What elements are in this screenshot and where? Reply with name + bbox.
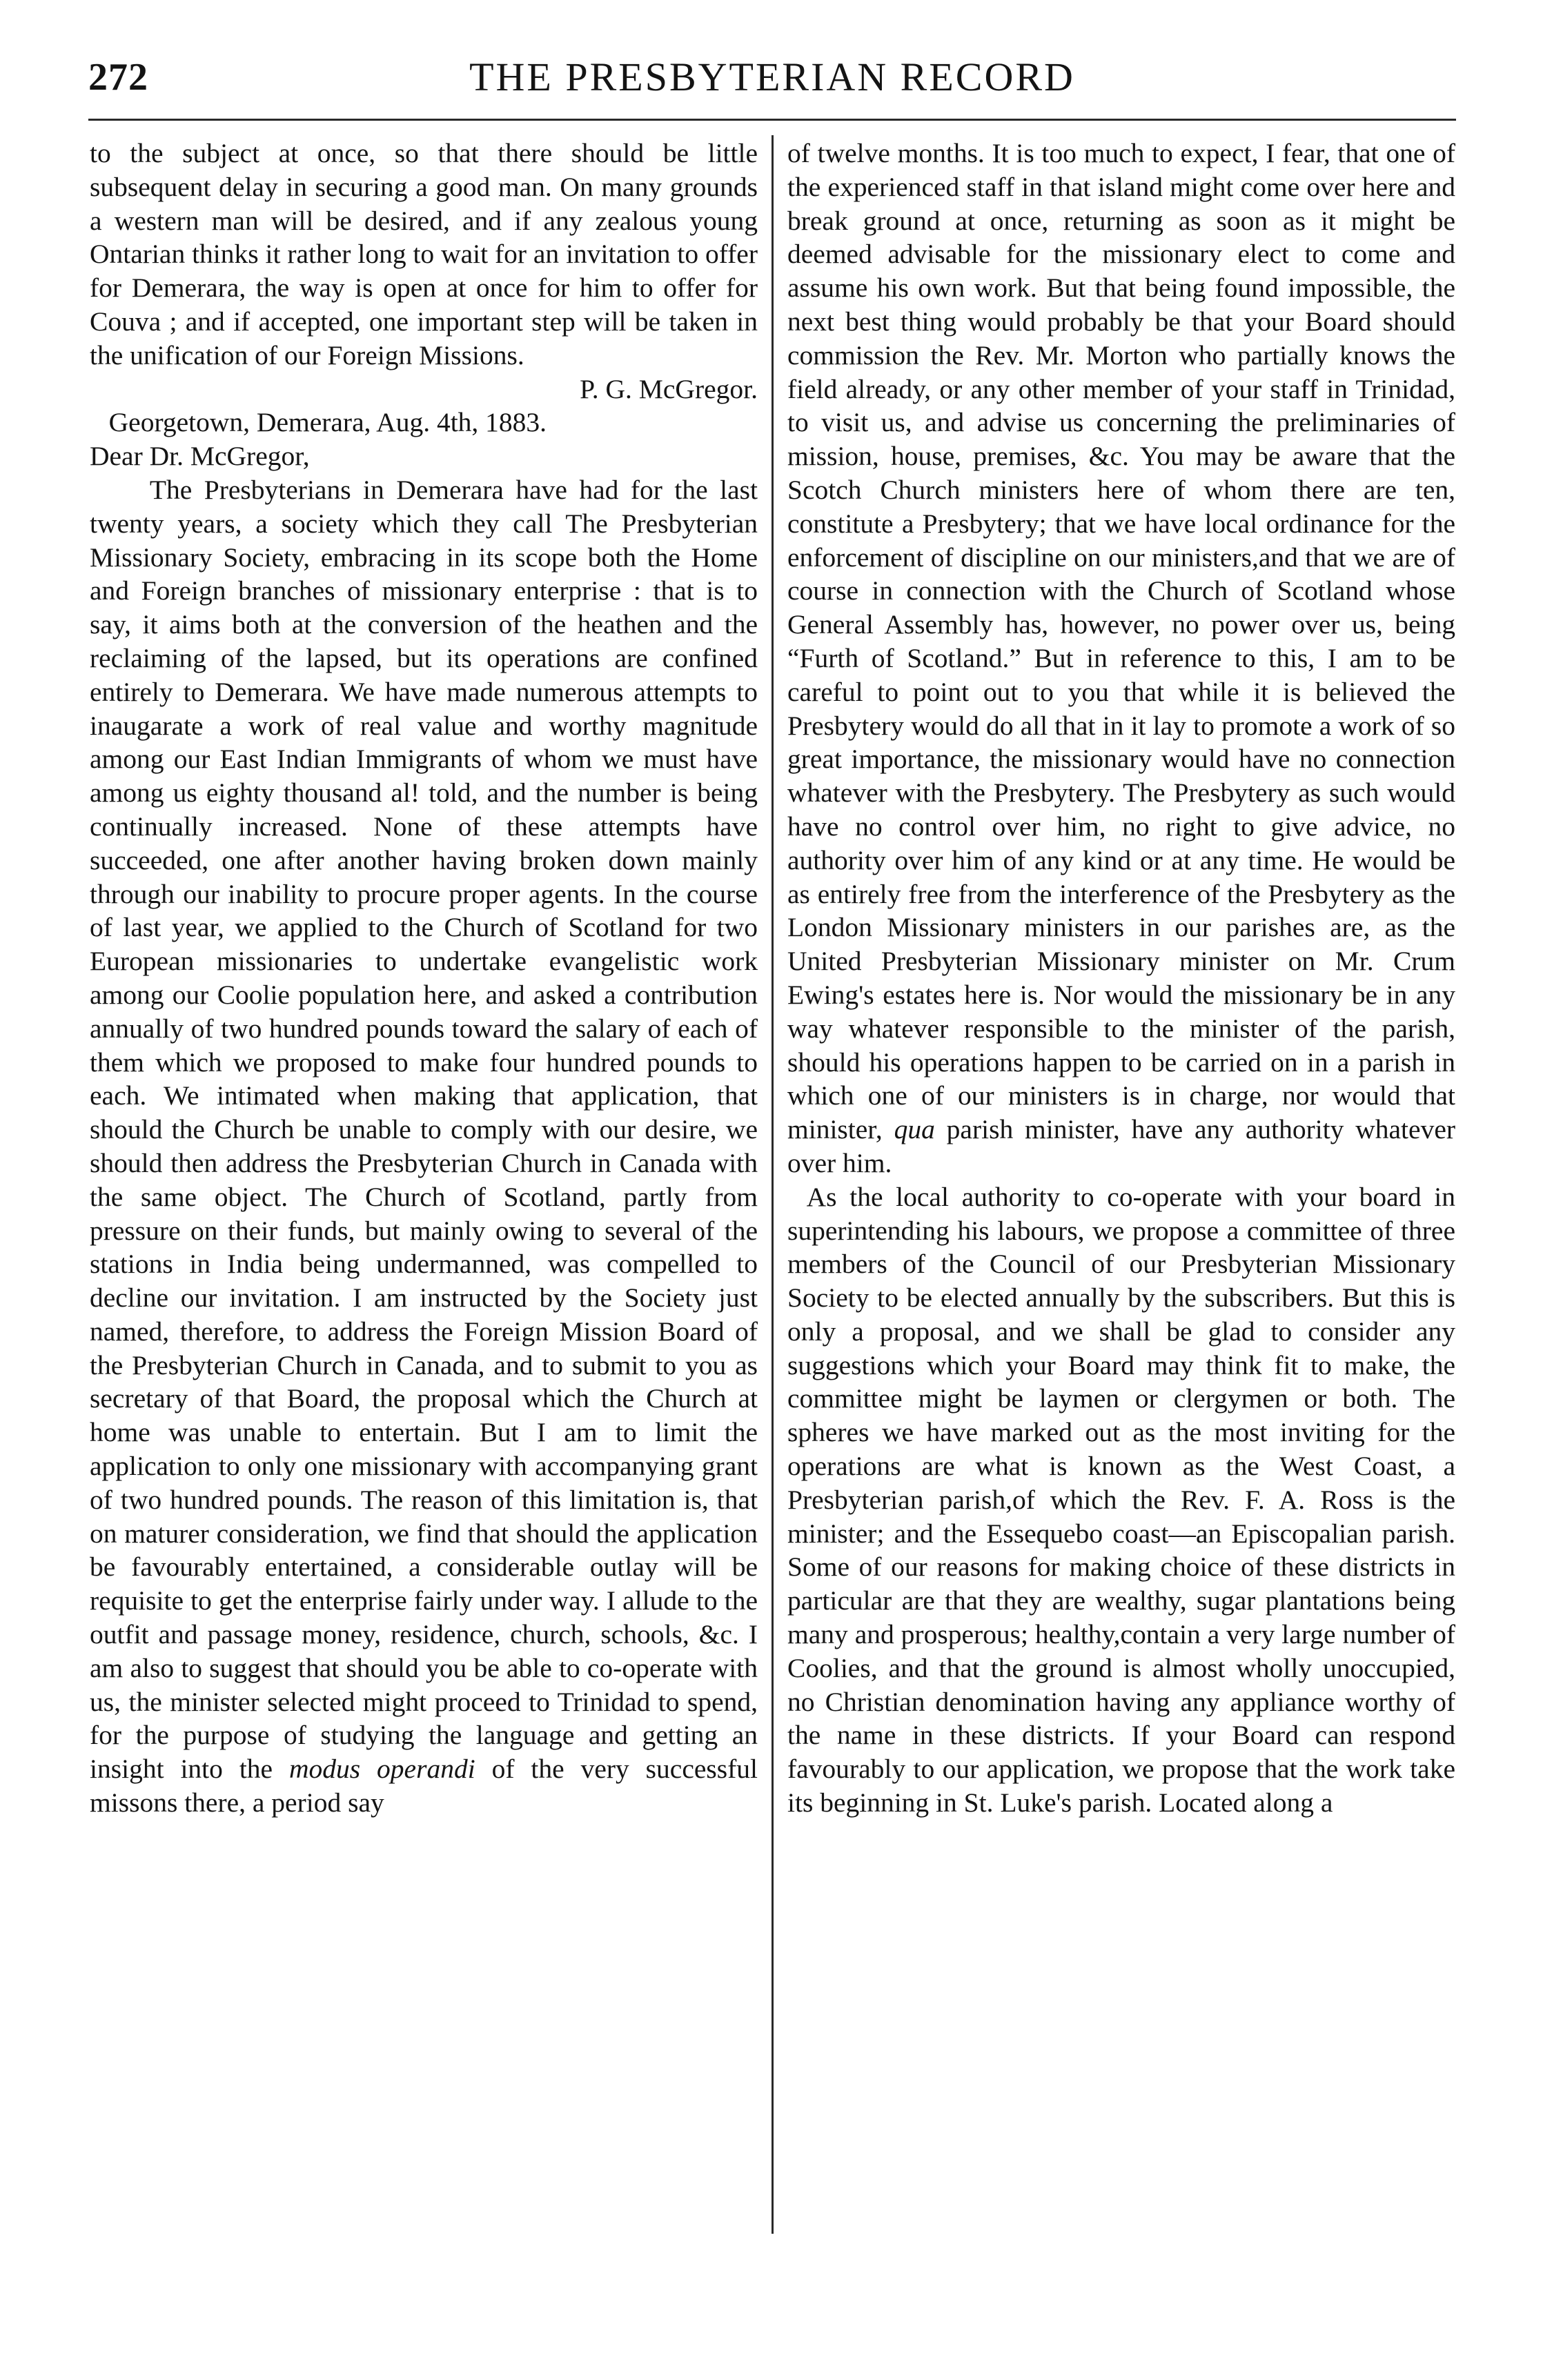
right-column	[787, 137, 1455, 1820]
italic-phrase: modus operandi	[289, 1754, 475, 1785]
letter-paragraph-2: As the local authority to co-operate with your board in superintending his labours, we propose a committee of three members of the Council of our Presbyterian Missionary Society to be elected annually by the subscribers. But this is only a proposal, and we shall be glad to consider any suggestions which your Board may think fit to make, the committee might be laymen or clergymen or both. The spheres we have marked out as the most inviting for the operations are what is known as the West Coast, a Presbyterian parish,of which the Rev. F. A. Ross is the minister; and the Essequebo coast—an Episcopalian parish. Some of our reasons for making choice of these districts in particular are that they are wealthy, sugar plantations being many and prosperous; healthy,contain a very large number of Coolies, and that the ground is almost wholly unoccupied, no Christian denomination having any appliance worthy of the name in these districts. If your Board can respond favourably to our application, we propose that the work take its beginning in St. Luke's parish. Located along a	[787, 1181, 1455, 1818]
running-title: THE PRESBYTERIAN RECORD	[469, 54, 1075, 99]
header-rule	[88, 119, 1456, 121]
italic-word: qua	[894, 1114, 935, 1145]
letter-paragraph-1	[90, 473, 758, 1820]
signature	[90, 373, 758, 406]
letter-paragraph-continued	[787, 137, 1455, 1180]
continued-text: of twelve months. It is too much to expect, I fear, that one of the experienced staff in that island might come over here and break ground at once, returning as soon as it might be deemed advisable for the missionary elect to come and assume his own work. But that being found impossible, the next best thing would probably be that your Board should commission the Rev. Mr. Morton who partially knows the field already, or any other member of your staff in Trinidad, to visit us, and advise us concerning the preliminaries of mission, house, premises, &c. You may be aware that the Scotch Church ministers here of whom there are ten, constitute a Presbytery; that we have local ordinance for the enforcement of discipline on our ministers,and that we are of course in connection with the Church of Scotland whose General Assembly has, however, no power over us, being “Furth of Scotland.” But in reference to this, I am to be careful to point out to you that while it is believed the Presbytery would do all that in it lay to promote a work of so great importance, the missionary would have no connection whatever with the Presbytery. The Presbytery as such would have no control over him, no right to give advice, no authority over him of any kind or at any time. He would be as entirely free from the interference of the Presbytery as the London Missionary ministers in our parishes are, as the United Presbyterian Missionary minister on Mr. Crum Ewing's estates here is. Nor would the missionary be in any way whatever responsible to the minister of the parish, should his operations happen to be carried on in a parish in which one of our ministers is in charge, nor would that minister,	[787, 138, 1455, 1145]
page-header	[88, 50, 1456, 113]
left-column	[90, 137, 758, 1820]
letter-text-end: of the very successful missons there, a period say	[90, 1754, 758, 1818]
continued-text-end: parish minister, have any authority whatever over him.	[787, 1114, 1455, 1178]
salutation: Dear Dr. McGregor,	[90, 441, 310, 472]
letter-text: The Presbyterians in Demerara have had for the last twenty years, a society which they call The Presbyterian Missionary Society, embracing in its scope both the Home and Foreign branches of missionary enterprise : that is to say, it aims both at the conversion of the heathen and the reclaiming of the lapsed, but its operations are confined entirely to Demerara. We have made numerous attempts to inaugarate a work of real value and worthy magnitude among our East Indian Immigrants of whom we must have among us eighty thousand al! told, and the number is being continually increased. None of these attempts have succeeded, one after another having broken down mainly through our inability to procure proper agents. In the course of last year, we applied to the Church of Scotland for two European missionaries to undertake evangelistic work among our Coolie population here, and asked a contribution annually of two hundred pounds toward the salary of each of them which we proposed to make four hundred pounds to each. We intimated when making that application, that should the Church be unable to comply with our desire, we should then address the Presbyterian Church in Canada with the same object. The Church of Scotland, partly from pressure on their funds, but mainly owing to several of the stations in India being undermanned, was compelled to decline our invitation. I am instructed by the Society just named, therefore, to address the Foreign Mission Board of the Presbyterian Church in Canada, and to submit to you as secretary of that Board, the proposal which the Church at home was unable to entertain. But I am to limit the application to only one missionary with accompanying grant of two hundred pounds. The reason of this limitation is, that on maturer consideration, we find that should the application be favourably entertained, a considerable outlay will be requisite to get the enterprise fairly under way. I allude to the outfit and passage money, residence, church, schools, &c. I am also to suggest that should you be able to co-operate with us, the minister selected might proceed to Trinidad to spend, for the purpose of studying the language and getting an insight into the	[90, 474, 758, 1785]
page-number: 272	[88, 56, 148, 99]
column-divider	[772, 135, 774, 2234]
signature-text: P. G. McGregor.	[580, 373, 758, 404]
intro-paragraph: to the subject at once, so that there should be little subsequent delay in securing a good man. On many grounds a western man will be desired, and if any zealous young Ontarian thinks it rather long to wait for an invitation to offer for Demerara, the way is open at once for him to offer for Couva ; and if accepted, one important step will be taken in the unification of our Foreign Missions.	[90, 138, 758, 370]
dateline: Georgetown, Demerara, Aug. 4th, 1883.	[108, 407, 547, 438]
